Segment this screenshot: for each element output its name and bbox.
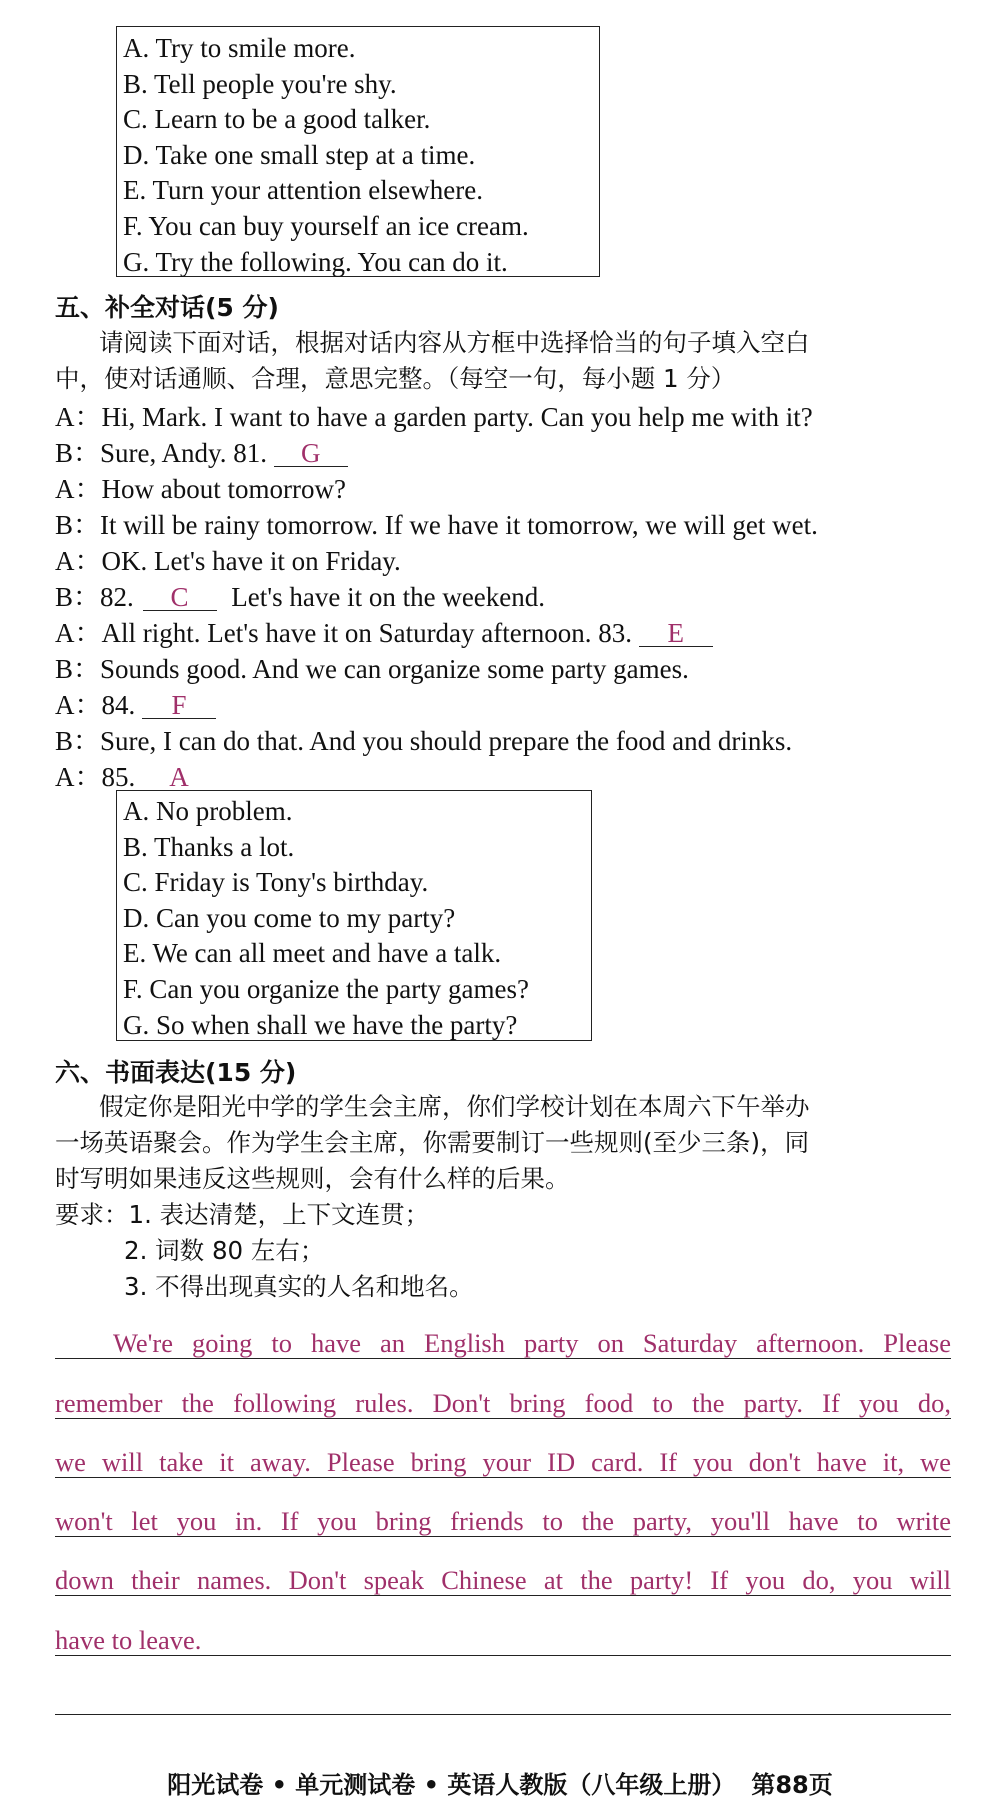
dialogue-line: A：OK. Let's have it on Friday. [55,546,401,576]
page-footer [0,1765,1000,1800]
option-item: F. You can buy yourself an ice cream. [123,210,529,241]
answer-blank-81: G [274,440,348,467]
option-item: A. No problem. [123,796,293,826]
section-instructions: 请阅读下面对话，根据对话内容从方框中选择恰当的句子填入空白 [99,328,810,357]
answer-blank-83: E [639,620,713,647]
essay-line-text: have to leave. [55,1625,202,1655]
dialogue-line: B：Sure, I can do that. And you should prepare the food and drinks. [55,726,793,756]
dialogue-text: B：82. [55,582,134,612]
option-box-reading [116,26,600,277]
option-item: G. So when shall we have the party? [123,1009,518,1040]
footer-title: 阳光试卷 • 单元测试卷 • 英语人教版（八年级上册） [167,1771,736,1799]
dialogue-line [55,755,216,794]
option-item: G. Try the following. You can do it. [123,246,508,277]
section-title-writing: 六、书面表达(15 分) [55,1058,297,1087]
section-title-dialogue: 五、补全对话(5 分) [55,293,279,322]
option-item: F. Can you organize the party games? [123,973,529,1004]
writing-requirement: 2. 词数 80 左右； [124,1236,325,1265]
dialogue-line [55,575,545,614]
essay-line-text: we will take it away. Please bring your ID card. If you don't have it, we [55,1447,951,1477]
writing-prompt: 一场英语聚会。作为学生会主席，你需要制订一些规则(至少三条)，同 [55,1128,810,1157]
dialogue-text: B：Sure, Andy. 81. [55,438,268,468]
dialogue-text: A：84. [55,690,136,720]
writing-prompt: 时写明如果违反这些规则，会有什么样的后果。 [55,1164,570,1193]
option-item: D. Take one small step at a time. [123,139,476,170]
answer-blank-82: C [143,584,217,611]
option-item: B. Tell people you're shy. [123,68,397,99]
dialogue-line [55,431,348,470]
writing-rule-line [55,1358,951,1359]
dialogue-line: A：How about tomorrow? [55,474,346,504]
option-item: E. Turn your attention elsewhere. [123,175,483,206]
option-box-dialogue [116,790,592,1041]
writing-requirement: 3. 不得出现真实的人名和地名。 [124,1272,474,1301]
option-item: B. Thanks a lot. [123,831,295,862]
option-item: E. We can all meet and have a talk. [123,938,502,969]
dialogue-line [55,683,216,722]
writing-prompt: 假定你是阳光中学的学生会主席，你们学校计划在本周六下午举办 [99,1092,810,1121]
dialogue-line: A：Hi, Mark. I want to have a garden party. Can you help me with it? [55,402,813,432]
writing-rule-line [55,1418,951,1419]
dialogue-line: B：Sounds good. And we can organize some party games. [55,654,689,684]
writing-rule-line [55,1477,951,1478]
essay-line-text: We're going to have an English party on Saturday afternoon. Please [113,1328,951,1358]
writing-rule-line [55,1655,951,1656]
page-number: 第88页 [751,1771,833,1799]
essay-line-text: down their names. Don't speak Chinese at the party! If you do, you will [55,1565,951,1595]
answer-blank-85: A [142,764,216,791]
option-item: A. Try to smile more. [123,33,356,63]
option-item: C. Learn to be a good talker. [123,104,431,135]
option-item: C. Friday is Tony's birthday. [123,867,429,898]
option-item: D. Can you come to my party? [123,902,456,933]
writing-rule-line [55,1714,951,1715]
dialogue-line [55,611,713,650]
dialogue-text: Let's have it on the weekend. [231,582,546,612]
writing-rule-line [55,1595,951,1596]
answer-blank-84: F [142,692,216,719]
section-instructions: 中，使对话通顺、合理，意思完整。（每空一句，每小题 1 分） [55,364,736,393]
writing-rule-line [55,1536,951,1537]
dialogue-line: B：It will be rainy tomorrow. If we have it tomorrow, we will get wet. [55,510,818,540]
essay-line-text: remember the following rules. Don't bring food to the party. If you do, [55,1388,951,1418]
dialogue-text: A：All right. Let's have it on Saturday afternoon. 83. [55,618,632,648]
essay-line-text: won't let you in. If you bring friends to the party, you'll have to write [55,1506,951,1536]
writing-requirement: 要求：1. 表达清楚，上下文连贯； [55,1200,430,1229]
dialogue-text: A：85. [55,762,136,792]
